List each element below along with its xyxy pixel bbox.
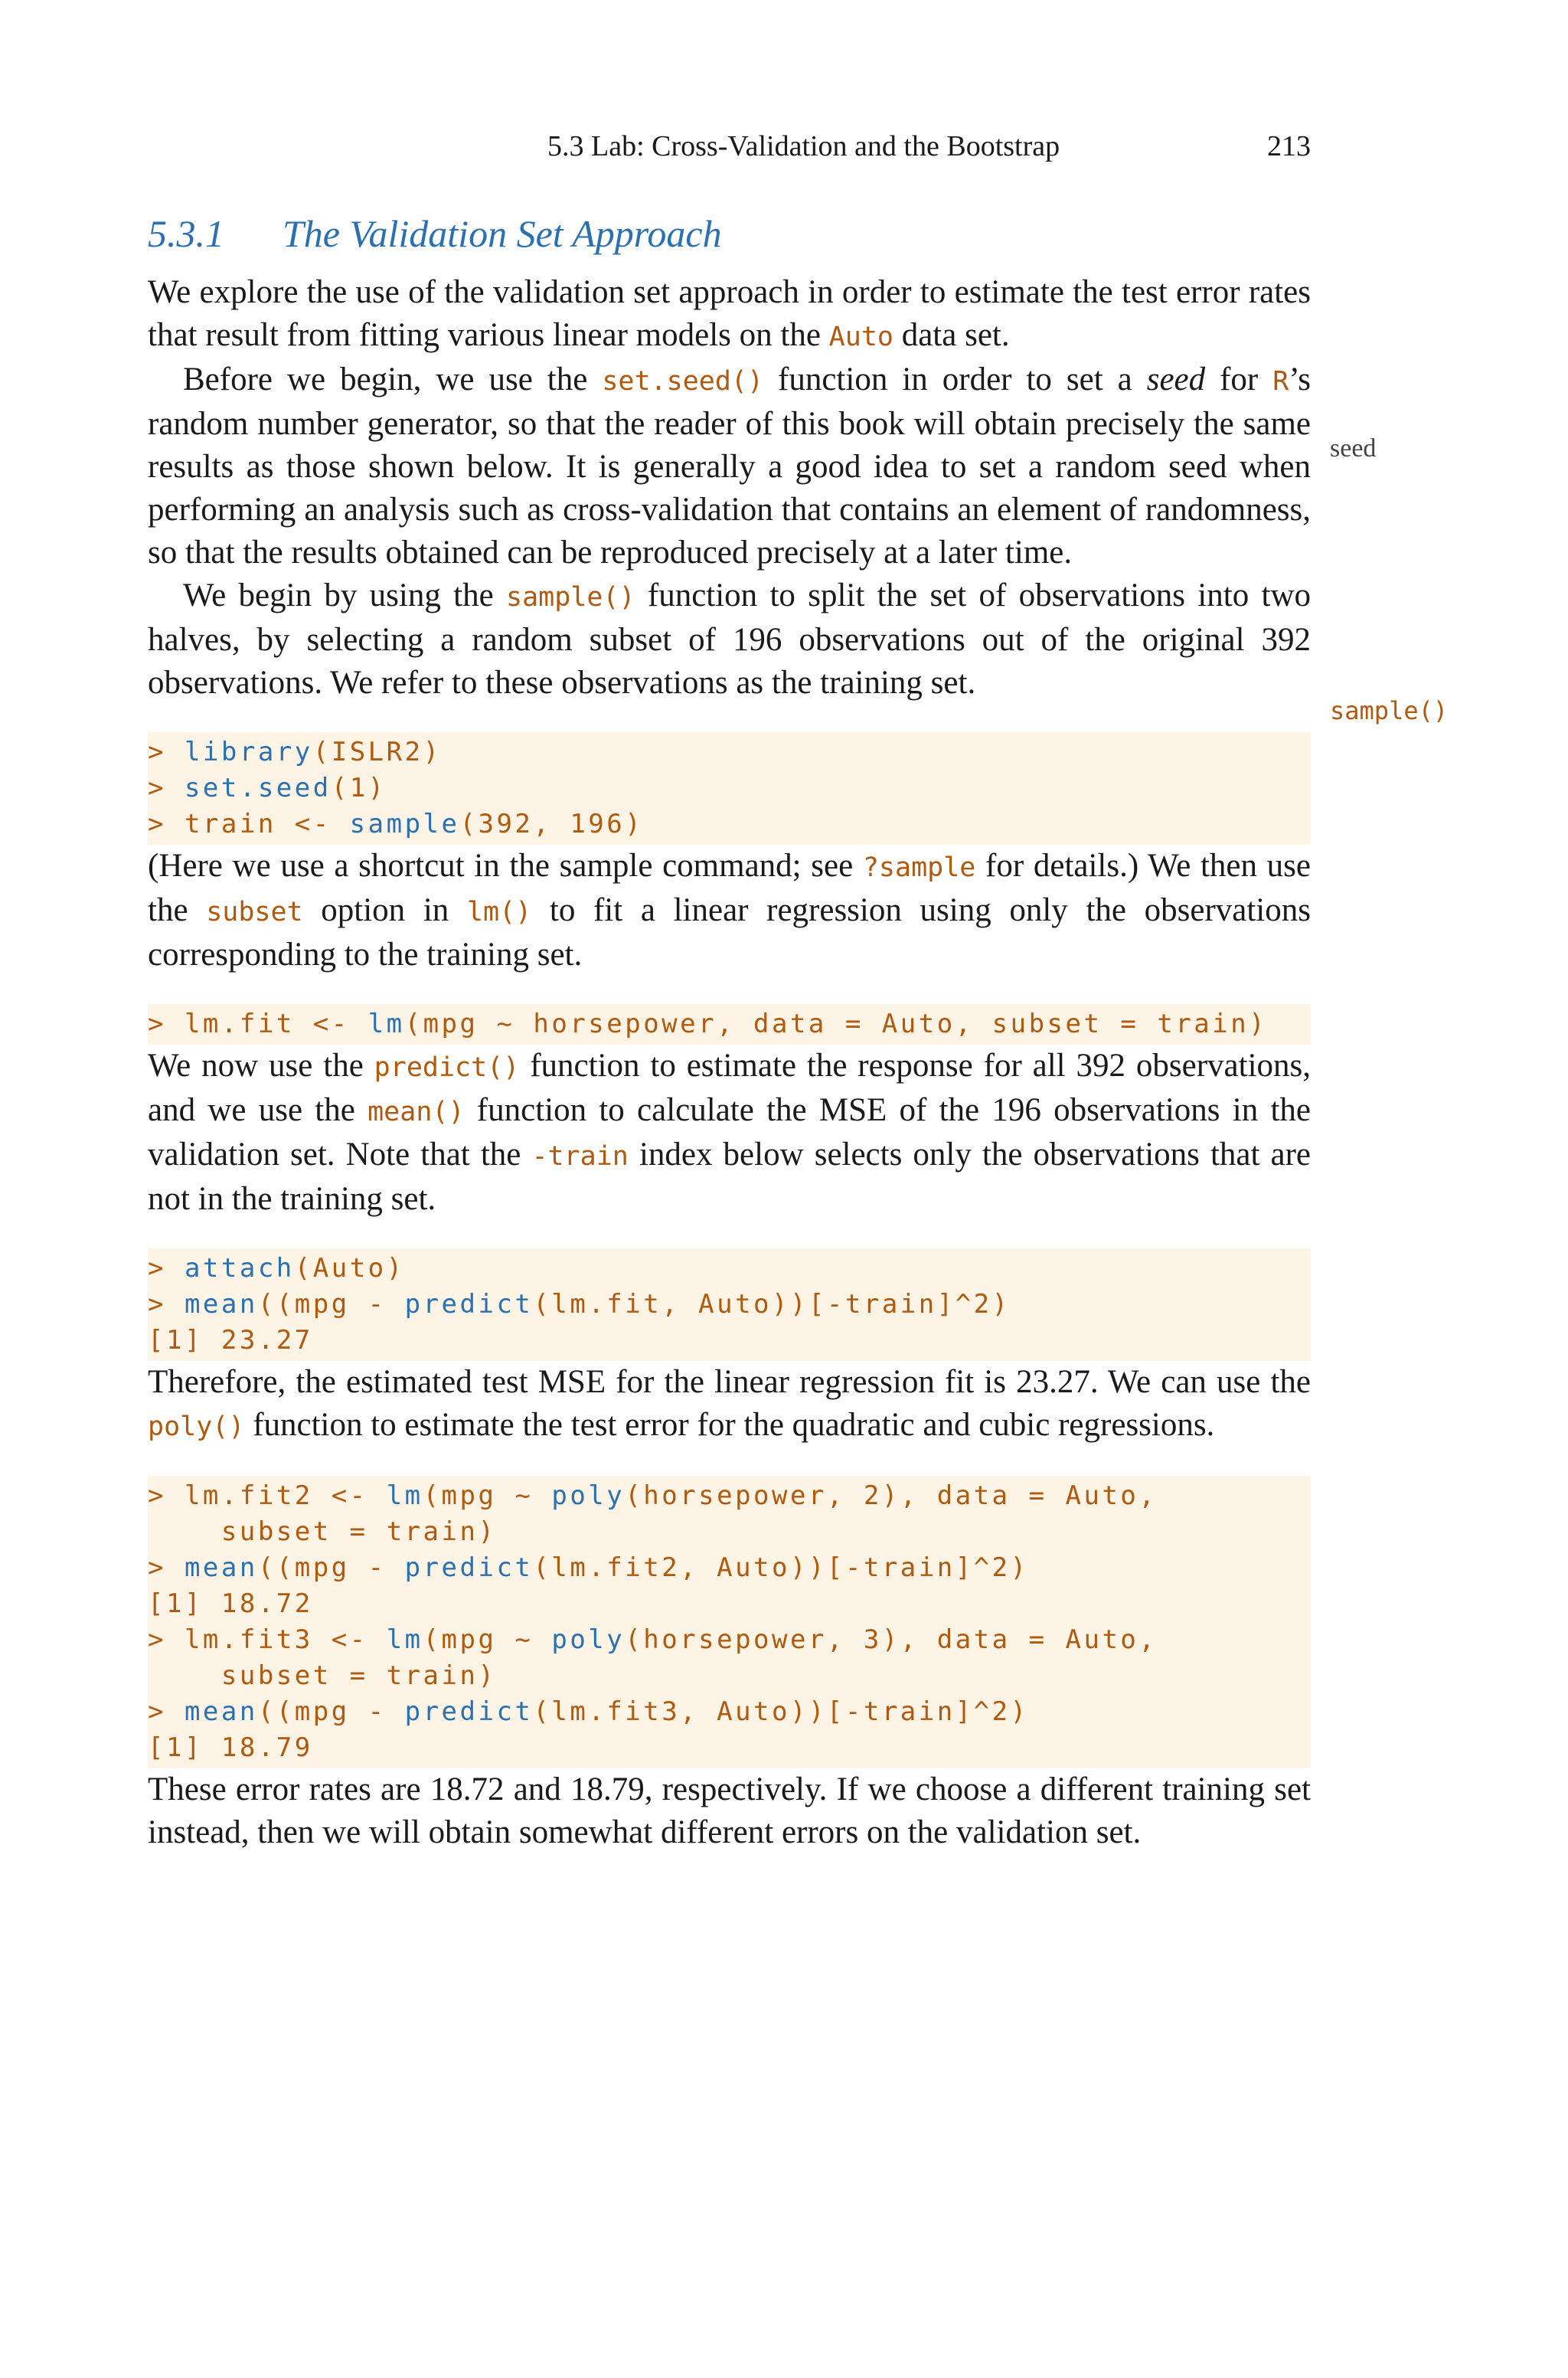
paragraph-sample	[148, 574, 1311, 705]
text: data set.	[893, 317, 1010, 353]
code-text: >	[148, 1552, 185, 1583]
code-line	[148, 1478, 1311, 1514]
code-text: (1)	[331, 773, 387, 803]
inline-code-r: R	[1272, 366, 1289, 397]
inline-code-sample: sample()	[506, 582, 635, 613]
code-output: [1] 18.72	[148, 1588, 313, 1619]
inline-code-set-seed: set.seed()	[602, 366, 764, 397]
margin-note-seed: seed	[1330, 434, 1377, 463]
text: index below selects only the observations that are not in the training set.	[148, 1137, 1311, 1217]
section-number: 5.3.1	[148, 212, 224, 255]
code-text: ((mpg -	[257, 1696, 405, 1727]
text: function to calculate the MSE of the 196 observations in the validation set. Note that the	[148, 1092, 1311, 1173]
code-line	[148, 806, 1311, 842]
code-line	[148, 1550, 1311, 1586]
paragraph-seed	[148, 358, 1311, 574]
code-line	[148, 1694, 1311, 1730]
text: for	[1205, 361, 1273, 397]
code-text: > train <-	[148, 809, 350, 839]
code-text: > lm.fit2 <-	[148, 1480, 387, 1511]
code-function: set.seed	[184, 773, 332, 803]
code-text: >	[148, 773, 185, 803]
code-text: (horsepower, 3), data = Auto,	[625, 1624, 1158, 1655]
code-function: library	[184, 737, 313, 767]
code-text: ((mpg -	[257, 1289, 405, 1320]
code-text: ((mpg -	[257, 1552, 405, 1583]
page-number: 213	[1267, 130, 1311, 162]
margin-note-sample: sample()	[1330, 696, 1449, 725]
code-line	[148, 734, 1311, 770]
code-text: (mpg ~	[423, 1480, 552, 1511]
code-text: >	[148, 1253, 185, 1284]
code-text: > lm.fit3 <-	[148, 1624, 387, 1655]
text: function to split the set of observations into two halves, by selecting a random subset of 196 observations out of the original 392 observations. We refer to these observations as the training set.	[148, 577, 1311, 701]
text: function to estimate the response for all 392 observations, and we use the	[148, 1048, 1311, 1128]
text: Before we begin, we use the	[183, 361, 603, 397]
code-block-1	[148, 732, 1311, 845]
code-function: lm	[386, 1480, 423, 1511]
code-block-3	[148, 1248, 1311, 1361]
code-block-2	[148, 1004, 1311, 1045]
code-function: attach	[184, 1253, 295, 1284]
code-function: predict	[404, 1552, 534, 1583]
text: These error rates are 18.72 and 18.79, respectively. If we choose a different training set instead, then we will obtain somewhat different errors on the validation set.	[148, 1771, 1311, 1850]
text: function to estimate the test error for the quadratic and cubic regressions.	[244, 1407, 1215, 1443]
code-text: (mpg ~	[423, 1624, 552, 1655]
code-output: [1] 18.79	[148, 1732, 313, 1763]
inline-code-poly: poly()	[148, 1411, 245, 1442]
code-text: (lm.fit3, Auto))[-train]^2)	[533, 1696, 1029, 1727]
text: to fit a linear regression using only the observations corresponding to the training set.	[148, 892, 1311, 973]
code-function: predict	[404, 1696, 534, 1727]
code-output: [1] 23.27	[148, 1325, 313, 1356]
code-text: (lm.fit2, Auto))[-train]^2)	[533, 1552, 1029, 1583]
code-function: poly	[551, 1480, 626, 1511]
text: option in	[302, 892, 467, 928]
code-function: lm	[368, 1009, 405, 1039]
text: We begin by using the	[183, 577, 506, 613]
code-text: >	[148, 737, 185, 767]
code-line: subset = train)	[148, 1516, 497, 1547]
code-text: (Auto)	[294, 1253, 405, 1284]
code-text: >	[148, 1289, 185, 1320]
emphasis-seed: seed	[1146, 361, 1206, 397]
inline-code-minus-train: -train	[531, 1141, 629, 1172]
code-line	[148, 1006, 1311, 1042]
page-content	[148, 207, 1311, 1854]
text: for details.) We then use the	[148, 848, 1311, 928]
code-text: (ISLR2)	[312, 737, 442, 767]
code-block-4	[148, 1476, 1311, 1768]
inline-code-auto: Auto	[828, 322, 893, 352]
code-text: >	[148, 1696, 185, 1727]
text: Therefore, the estimated test MSE for the linear regression fit is 23.27. We can use the	[148, 1364, 1311, 1400]
code-line	[148, 770, 1311, 806]
inline-code-help-sample: ?sample	[862, 852, 976, 883]
text: We now use the	[148, 1048, 374, 1084]
code-text: > lm.fit <-	[148, 1009, 368, 1039]
code-function: predict	[404, 1289, 534, 1320]
text: ’s random number generator, so that the reader of this book will obtain precisely the same results as those shown below. It is generally a good idea to set a random seed when performing an analysis such as cross-validation that contains an element of randomness, so that the results obtained can be reproduced precisely at a later time.	[148, 361, 1312, 571]
code-function: poly	[551, 1624, 626, 1655]
code-line	[148, 1287, 1311, 1323]
code-function: mean	[184, 1552, 258, 1583]
code-text: (mpg ~ horsepower, data = Auto, subset = train)	[404, 1009, 1268, 1039]
code-text: (392, 196)	[459, 809, 644, 839]
inline-code-subset: subset	[206, 897, 303, 927]
code-line	[148, 1622, 1311, 1658]
section-title: The Validation Set Approach	[283, 212, 722, 255]
paragraph-conclusion	[148, 1768, 1311, 1854]
paragraph-predict	[148, 1045, 1311, 1221]
paragraph-poly	[148, 1361, 1311, 1448]
inline-code-predict: predict()	[374, 1052, 520, 1083]
code-function: lm	[386, 1624, 423, 1655]
text: (Here we use a shortcut in the sample command; see	[148, 848, 863, 884]
paragraph-subset	[148, 845, 1311, 976]
text: We explore the use of the validation set approach in order to estimate the test error rates that result from fitting various linear models on the	[148, 274, 1311, 353]
text: function in order to set a	[763, 361, 1147, 397]
code-line	[148, 1251, 1311, 1287]
code-function: mean	[184, 1289, 258, 1320]
running-head-title: 5.3 Lab: Cross-Validation and the Bootstrap	[547, 130, 1060, 162]
inline-code-mean: mean()	[368, 1097, 465, 1127]
section-heading	[148, 207, 1311, 260]
code-line: subset = train)	[148, 1660, 497, 1691]
code-text: (lm.fit, Auto))[-train]^2)	[533, 1289, 1011, 1320]
code-function: mean	[184, 1696, 258, 1727]
code-text: (horsepower, 2), data = Auto,	[625, 1480, 1158, 1511]
inline-code-lm: lm()	[466, 897, 532, 927]
paragraph-intro	[148, 271, 1311, 358]
code-function: sample	[349, 809, 460, 839]
